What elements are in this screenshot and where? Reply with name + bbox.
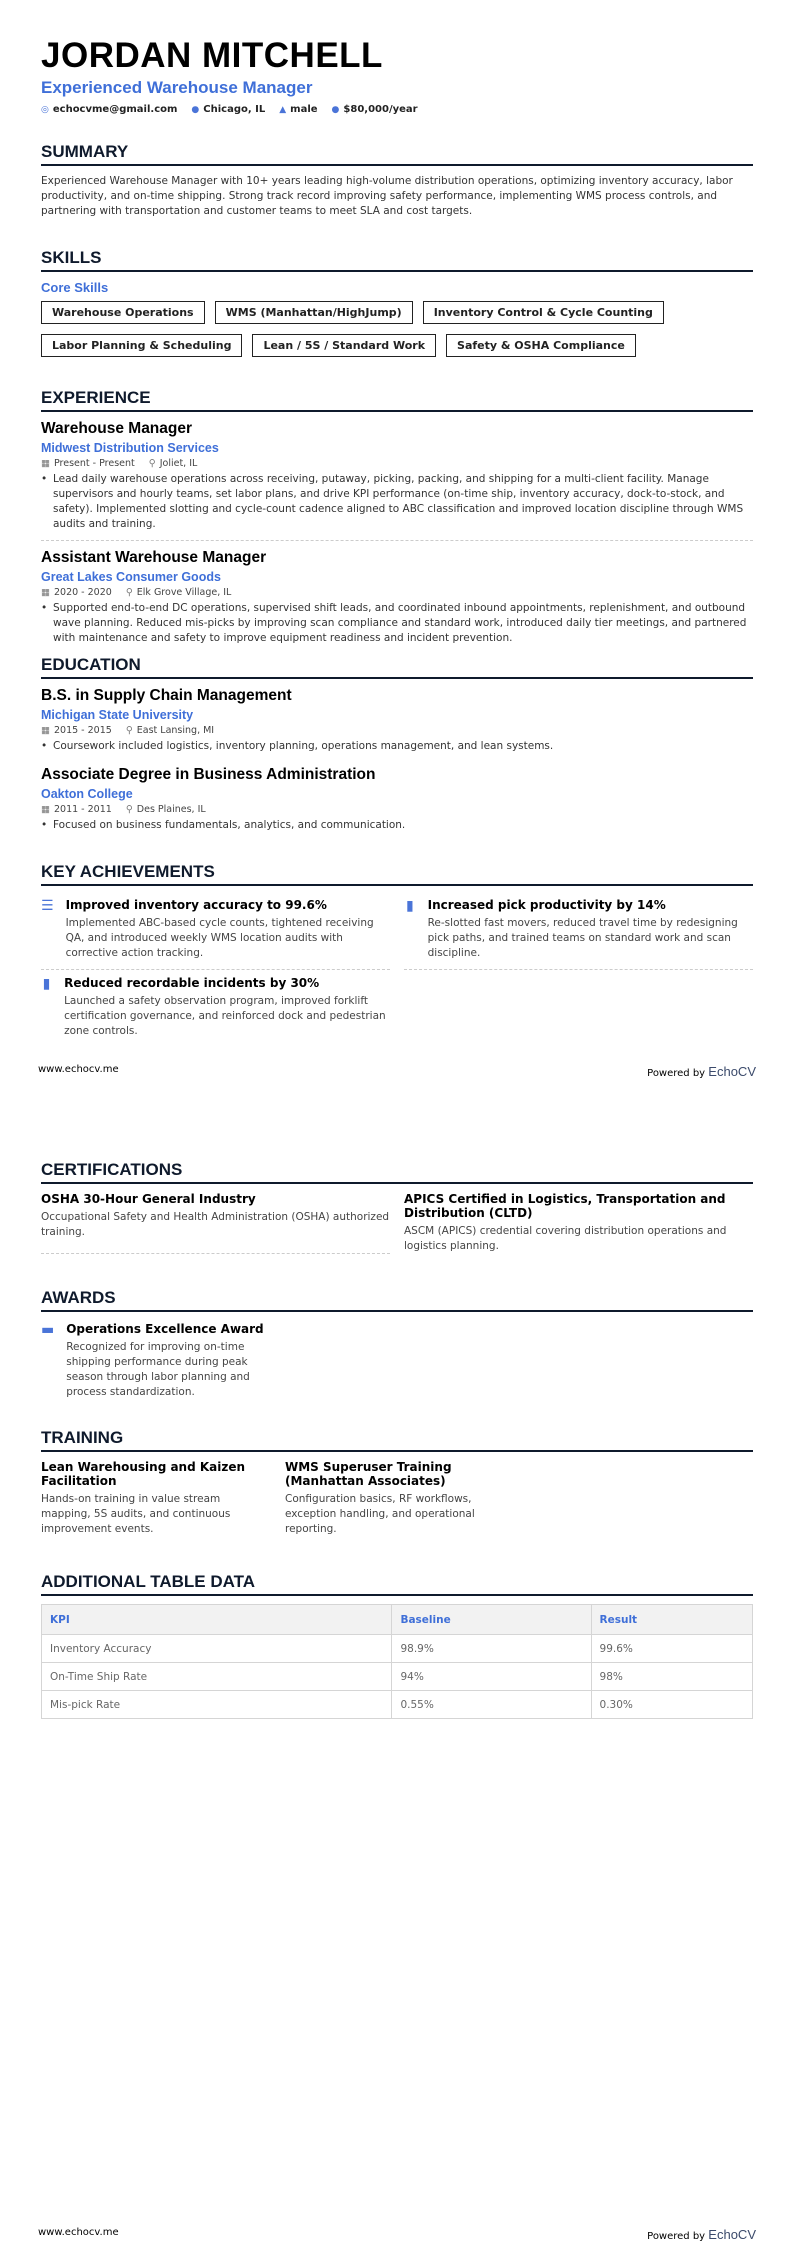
job-entry (41, 412, 753, 541)
page-footer (38, 2227, 756, 2242)
footer-powered (647, 1064, 756, 1079)
skill-chip: Lean / 5S / Standard Work (252, 334, 436, 357)
training-title: WMS Superuser Training (Manhattan Associates) (285, 1460, 452, 1488)
certification-item (404, 1192, 753, 1254)
job-entry (41, 541, 753, 654)
section-heading: SKILLS (41, 248, 753, 272)
certifications-section (41, 1160, 753, 1254)
certification-item (41, 1192, 390, 1254)
email-text: echocvme@gmail.com (52, 104, 178, 115)
candidate-title: Experienced Warehouse Manager (41, 78, 313, 97)
certification-desc: Occupational Safety and Health Administration (OSHA) authorized training. (41, 1211, 390, 1238)
education-entry (41, 760, 753, 839)
training-desc: Configuration basics, RF workflows, exception handling, and operational reporting. (285, 1493, 475, 1535)
document-icon: ▮ (405, 898, 414, 914)
achievement-desc: Implemented ABC-based cycle counts, tightened receiving QA, and introduced weekly WMS location audits with corrective action tracking. (65, 917, 374, 959)
table-cell: 98% (591, 1663, 752, 1691)
table-row (42, 1635, 753, 1663)
skill-chip: Inventory Control & Cycle Counting (423, 301, 664, 324)
calendar-icon: ▦ (41, 725, 50, 736)
achievement-item (41, 892, 390, 970)
job-location: Elk Grove Village, IL (136, 587, 232, 598)
file-icon: ▮ (42, 976, 51, 992)
column-header: Baseline (392, 1605, 591, 1635)
training-desc: Hands-on training in value stream mapping, 5S audits, and continuous improvement events. (41, 1493, 231, 1535)
skill-chips (41, 301, 691, 357)
section-heading: SUMMARY (41, 142, 753, 166)
education-dates: 2011 - 2011 (53, 804, 112, 815)
table-cell: Inventory Accuracy (42, 1635, 392, 1663)
contact-location (191, 104, 265, 115)
dollar-icon: ● (331, 105, 340, 115)
certifications-grid (41, 1192, 753, 1254)
resume-header (41, 36, 753, 115)
award-title: Operations Excellence Award (66, 1322, 264, 1336)
job-dates: Present - Present (53, 458, 135, 469)
achievement-title: Reduced recordable incidents by 30% (64, 976, 320, 990)
summary-text: Experienced Warehouse Manager with 10+ years leading high-volume distribution operations, optimizing inventory accuracy, labor productivity, and on-time shipping. Strong track record improving safety performance, implementing WMS process controls, and partnering with transportation and customer teams to meet SLA and cost targets. (41, 175, 733, 217)
table-row (42, 1663, 753, 1691)
school-name: Michigan State University (41, 708, 194, 722)
education-location: Des Plaines, IL (136, 804, 206, 815)
training-title: Lean Warehousing and Kaizen Facilitation (41, 1460, 246, 1488)
section-heading: AWARDS (41, 1288, 753, 1312)
calendar-icon: ▦ (41, 458, 50, 469)
achievement-item (404, 892, 753, 970)
table-row (42, 1691, 753, 1719)
training-item (41, 1460, 271, 1537)
footer-site-link[interactable]: www.echocv.me (38, 2227, 119, 2238)
certification-title: APICS Certified in Logistics, Transportation and Distribution (CLTD) (404, 1192, 726, 1220)
column-header: KPI (42, 1605, 392, 1635)
column-header: Result (591, 1605, 752, 1635)
achievements-section (41, 862, 753, 1047)
job-bullet: • Lead daily warehouse operations across receiving, putaway, picking, packing, and shipping for a multi-client facility. Manage supervisors and hourly teams, set labor plans, and drive KPI performance (on-time ship, inventory accuracy, dock-to-stock, and safety). Implemented slotting and cycle-count cadence aligned to ABC classification and improved location discipline through WMS audits and training. (41, 472, 753, 532)
training-grid (41, 1460, 753, 1537)
bars-icon: ☰ (41, 898, 54, 914)
table-cell: Mis-pick Rate (42, 1691, 392, 1719)
company-name: Midwest Distribution Services (41, 441, 219, 455)
table-cell: 0.55% (392, 1691, 591, 1719)
achievements-grid (41, 892, 753, 1047)
award-item (41, 1316, 281, 1408)
achievement-desc: Launched a safety observation program, improved forklift certification governance, and reinforced dock and pedestrian zone controls. (64, 995, 386, 1037)
calendar-icon: ▦ (41, 804, 50, 815)
location-pin-icon: ⚲ (148, 458, 156, 469)
company-name: Great Lakes Consumer Goods (41, 570, 221, 584)
education-dates: 2015 - 2015 (53, 725, 112, 736)
contact-line (41, 104, 753, 115)
at-icon: ◎ (41, 105, 49, 115)
contact-gender (279, 104, 317, 115)
skill-chip: WMS (Manhattan/HighJump) (215, 301, 413, 324)
skill-chip: Safety & OSHA Compliance (446, 334, 636, 357)
location-pin-icon: ● (191, 105, 200, 115)
salary-text: $80,000/year (343, 104, 418, 115)
contact-email[interactable] (41, 104, 177, 115)
certification-desc: ASCM (APICS) credential covering distribution operations and logistics planning. (404, 1225, 727, 1252)
education-entry (41, 679, 753, 760)
person-icon: ▲ (279, 105, 287, 115)
powered-by-text: Powered by (647, 1068, 706, 1079)
education-meta (41, 725, 753, 736)
brand-logo: EchoCV (708, 2227, 756, 2242)
job-title: Assistant Warehouse Manager (41, 549, 267, 566)
job-meta (41, 458, 753, 469)
contact-salary (332, 104, 418, 115)
skills-subheading: Core Skills (41, 280, 109, 295)
table-section (41, 1572, 753, 1719)
awards-section (41, 1288, 753, 1408)
achievement-title: Increased pick productivity by 14% (427, 898, 666, 912)
education-section (41, 655, 753, 839)
table-cell: 99.6% (591, 1635, 752, 1663)
location-text: Chicago, IL (203, 104, 266, 115)
location-pin-icon: ⚲ (125, 725, 133, 736)
location-pin-icon: ⚲ (125, 804, 133, 815)
summary-section (41, 142, 753, 219)
job-dates: 2020 - 2020 (53, 587, 112, 598)
achievement-item (41, 970, 390, 1047)
education-bullet: • Coursework included logistics, inventory planning, operations management, and lean systems. (41, 739, 753, 754)
certification-title: OSHA 30-Hour General Industry (41, 1192, 256, 1206)
job-title: Warehouse Manager (41, 420, 193, 437)
footer-site-link[interactable]: www.echocv.me (38, 1064, 119, 1075)
section-heading: CERTIFICATIONS (41, 1160, 753, 1184)
job-meta (41, 587, 753, 598)
training-item (285, 1460, 515, 1537)
table-header-row (42, 1605, 753, 1635)
table-cell: On-Time Ship Rate (42, 1663, 392, 1691)
table-cell: 94% (392, 1663, 591, 1691)
card-icon: ▬ (41, 1322, 55, 1338)
degree: Associate Degree in Business Administration (41, 766, 376, 783)
page-footer (38, 1064, 756, 1079)
section-heading: EXPERIENCE (41, 388, 753, 412)
experience-section (41, 388, 753, 654)
job-bullet: • Supported end-to-end DC operations, supervised shift leads, and coordinated inbound appointments, replenishment, and outbound wave planning. Reduced mis-picks by improving scan compliance and standard work, introduced daily tier meetings, and partnered with maintenance and safety to improve equipment readiness and incident prevention. (41, 601, 753, 646)
candidate-name: JORDAN MITCHELL (41, 36, 383, 75)
award-desc: Recognized for improving on-time shipping performance during peak season through labor planning and process standardization. (66, 1341, 250, 1398)
table-cell: 0.30% (591, 1691, 752, 1719)
location-pin-icon: ⚲ (125, 587, 133, 598)
section-heading: TRAINING (41, 1428, 753, 1452)
training-section (41, 1428, 753, 1537)
section-heading: EDUCATION (41, 655, 753, 679)
gender-text: male (290, 104, 318, 115)
brand-logo: EchoCV (708, 1064, 756, 1079)
powered-by-text: Powered by (647, 2231, 706, 2242)
achievement-desc: Re-slotted fast movers, reduced travel time by redesigning pick paths, and trained teams on standard work and scan discipline. (427, 917, 738, 959)
school-name: Oakton College (41, 787, 133, 801)
skill-chip: Labor Planning & Scheduling (41, 334, 242, 357)
kpi-table (41, 1604, 753, 1719)
degree: B.S. in Supply Chain Management (41, 687, 292, 704)
calendar-icon: ▦ (41, 587, 50, 598)
table-cell: 98.9% (392, 1635, 591, 1663)
education-bullet: • Focused on business fundamentals, analytics, and communication. (41, 818, 753, 833)
achievement-title: Improved inventory accuracy to 99.6% (65, 898, 327, 912)
skills-section (41, 248, 753, 357)
education-location: East Lansing, MI (136, 725, 215, 736)
section-heading: ADDITIONAL TABLE DATA (41, 1572, 753, 1596)
section-heading: KEY ACHIEVEMENTS (41, 862, 753, 886)
education-meta (41, 804, 753, 815)
job-location: Joliet, IL (159, 458, 198, 469)
skill-chip: Warehouse Operations (41, 301, 205, 324)
footer-powered (647, 2227, 756, 2242)
